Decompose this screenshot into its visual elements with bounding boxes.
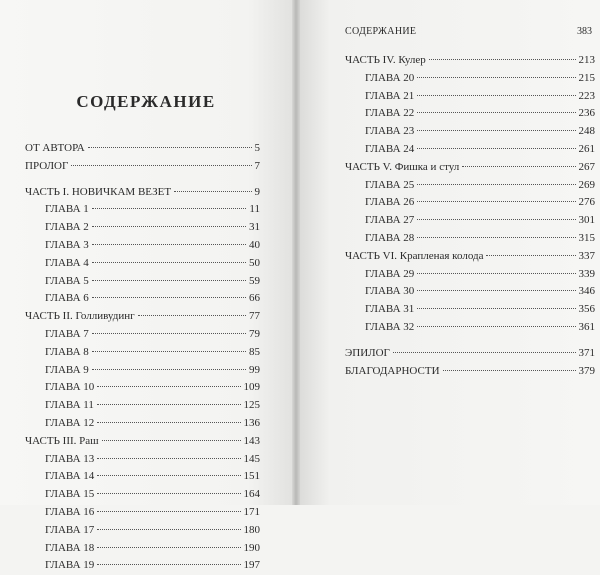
- toc-part-entry: [345, 248, 595, 266]
- toc-leader-dots: [92, 226, 246, 227]
- toc-entry-page: 236: [578, 107, 595, 120]
- toc-chapter-entry: [25, 362, 260, 380]
- toc-leader-dots: [138, 315, 246, 316]
- toc-entry-label: ГЛАВА 6: [45, 292, 89, 305]
- toc-entry-page: 79: [249, 327, 260, 340]
- toc-entry-label: ГЛАВА 17: [45, 523, 95, 536]
- toc-leader-dots: [97, 529, 240, 530]
- toc-entry-label: ГЛАВА 15: [45, 488, 95, 501]
- toc-leader-dots: [174, 191, 251, 192]
- toc-entry-page: 5: [254, 142, 260, 154]
- toc-chapter-entry: [345, 177, 595, 195]
- toc-leader-dots: [97, 511, 240, 512]
- toc-leader-dots: [92, 297, 246, 298]
- toc-entry-label: ОТ АВТОРА: [25, 142, 85, 154]
- toc-entry-page: 301: [578, 214, 595, 227]
- toc-entry-label: ГЛАВА 8: [45, 345, 89, 358]
- toc-entry-page: 125: [243, 399, 260, 412]
- toc-leader-dots: [429, 59, 576, 60]
- toc-leader-dots: [92, 351, 246, 352]
- toc-entry-page: 267: [578, 160, 595, 173]
- toc-chapter-entry: [25, 290, 260, 308]
- toc-chapter-entry: [25, 522, 260, 540]
- toc-entry-page: 99: [249, 363, 260, 376]
- toc-part-entry: [25, 308, 260, 326]
- toc-leader-dots: [92, 369, 246, 370]
- toc-entry-label: ГЛАВА 18: [45, 541, 95, 554]
- toc-leader-dots: [92, 262, 246, 263]
- toc-entry-page: 339: [578, 267, 595, 280]
- toc-entry-page: 379: [578, 364, 595, 377]
- toc-chapter-entry: [345, 194, 595, 212]
- toc-leader-dots: [97, 564, 240, 565]
- toc-entry-label: ГЛАВА 7: [45, 327, 89, 340]
- toc-leader-dots: [486, 255, 575, 256]
- toc-entry-page: 164: [243, 488, 260, 501]
- running-head: СОДЕРЖАНИЕ: [345, 26, 417, 37]
- toc-part-entry: [25, 433, 260, 451]
- toc-chapter-entry: [345, 123, 595, 141]
- toc-entry-page: 213: [578, 54, 595, 66]
- toc-entry-page: 356: [578, 303, 595, 316]
- toc-chapter-entry: [25, 273, 260, 291]
- toc-entry-label: ГЛАВА 31: [365, 303, 415, 316]
- toc-entry-label: БЛАГОДАРНОСТИ: [345, 364, 440, 377]
- toc-leader-dots: [97, 458, 240, 459]
- toc-chapter-entry: [345, 212, 595, 230]
- toc-part-entry: [345, 363, 595, 381]
- toc-entry-page: 269: [578, 178, 595, 191]
- toc-chapter-entry: [25, 397, 260, 415]
- toc-leader-dots: [88, 147, 252, 148]
- toc-leader-dots: [417, 273, 575, 274]
- toc-entry-label: ГЛАВА 13: [45, 452, 95, 465]
- toc-part-entry: [345, 345, 595, 363]
- toc-leader-dots: [97, 386, 240, 387]
- toc-entry-page: 215: [578, 71, 595, 84]
- toc-chapter-entry: [25, 504, 260, 522]
- toc-chapter-entry: [345, 266, 595, 284]
- toc-chapter-entry: [25, 540, 260, 558]
- toc-leader-dots: [417, 148, 575, 149]
- toc-chapter-entry: [25, 344, 260, 362]
- toc-entry-label: ЧАСТЬ III. Раш: [25, 434, 99, 447]
- toc-chapter-entry: [345, 283, 595, 301]
- toc-entry-label: ГЛАВА 5: [45, 274, 89, 287]
- toc-entry-label: ЧАСТЬ I. НОВИЧКАМ ВЕЗЕТ: [25, 185, 172, 198]
- book-gutter: [292, 0, 300, 505]
- toc-entry-page: 371: [578, 346, 595, 359]
- toc-chapter-entry: [345, 301, 595, 319]
- toc-entry-label: ГЛАВА 25: [365, 178, 415, 191]
- right-page: [300, 0, 600, 505]
- toc-entry-page: 77: [249, 310, 260, 323]
- toc-part-entry: [25, 140, 260, 158]
- toc-leader-dots: [102, 440, 241, 441]
- toc-leader-dots: [417, 184, 575, 185]
- toc-entry-label: ГЛАВА 32: [365, 320, 415, 333]
- toc-entry-label: ГЛАВА 20: [365, 71, 415, 84]
- toc-entry-label: ГЛАВА 10: [45, 381, 95, 394]
- toc-entry-label: ГЛАВА 1: [45, 203, 89, 216]
- toc-chapter-entry: [25, 557, 260, 575]
- toc-leader-dots: [417, 219, 575, 220]
- toc-entry-page: 315: [578, 231, 595, 244]
- toc-entry-label: ГЛАВА 27: [365, 214, 415, 227]
- toc-entry-label: ЭПИЛОГ: [345, 346, 390, 359]
- toc-chapter-entry: [25, 237, 260, 255]
- toc-entry-label: ГЛАВА 11: [45, 399, 94, 412]
- page-number: 383: [577, 26, 592, 37]
- toc-chapter-entry: [25, 379, 260, 397]
- toc-entry-label: ГЛАВА 23: [365, 125, 415, 138]
- toc-chapter-entry: [25, 468, 260, 486]
- toc-entry-page: 276: [578, 196, 595, 209]
- toc-leader-dots: [417, 201, 575, 202]
- toc-list-right: [345, 52, 595, 380]
- toc-entry-label: ГЛАВА 26: [365, 196, 415, 209]
- left-page: [0, 0, 292, 572]
- toc-chapter-entry: [345, 70, 595, 88]
- toc-entry-page: 50: [249, 256, 260, 269]
- toc-entry-page: 85: [249, 345, 260, 358]
- toc-entry-label: ГЛАВА 3: [45, 238, 89, 251]
- toc-leader-dots: [417, 290, 575, 291]
- toc-chapter-entry: [25, 219, 260, 237]
- toc-chapter-entry: [25, 415, 260, 433]
- toc-leader-dots: [97, 493, 240, 494]
- toc-entry-page: 180: [243, 523, 260, 536]
- toc-entry-page: 9: [254, 185, 260, 198]
- toc-entry-label: ГЛАВА 16: [45, 505, 95, 518]
- toc-leader-dots: [92, 208, 247, 209]
- toc-entry-page: 171: [243, 505, 260, 518]
- toc-leader-dots: [462, 166, 575, 167]
- toc-chapter-entry: [345, 88, 595, 106]
- toc-entry-page: 190: [243, 541, 260, 554]
- toc-entry-page: 248: [578, 125, 595, 138]
- toc-entry-page: 261: [578, 142, 595, 155]
- toc-chapter-entry: [25, 255, 260, 273]
- toc-leader-dots: [417, 77, 575, 78]
- toc-entry-page: 109: [243, 381, 260, 394]
- toc-entry-label: ГЛАВА 9: [45, 363, 89, 376]
- toc-entry-label: ГЛАВА 4: [45, 256, 89, 269]
- toc-entry-page: 223: [578, 89, 595, 102]
- toc-entry-label: ГЛАВА 24: [365, 142, 415, 155]
- toc-leader-dots: [92, 280, 246, 281]
- toc-entry-page: 151: [243, 470, 260, 483]
- toc-leader-dots: [393, 352, 576, 353]
- toc-entry-page: 11: [249, 203, 260, 216]
- toc-entry-page: 143: [243, 434, 260, 447]
- toc-entry-page: 197: [243, 559, 260, 572]
- toc-leader-dots: [92, 333, 246, 334]
- toc-chapter-entry: [25, 326, 260, 344]
- toc-entry-label: ГЛАВА 2: [45, 221, 89, 234]
- toc-leader-dots: [443, 370, 576, 371]
- toc-title: СОДЕРЖАНИЕ: [76, 92, 216, 111]
- toc-leader-dots: [97, 404, 241, 405]
- toc-part-entry: [25, 184, 260, 202]
- toc-chapter-entry: [345, 105, 595, 123]
- toc-entry-label: ГЛАВА 30: [365, 285, 415, 298]
- toc-entry-page: 7: [254, 159, 260, 172]
- toc-entry-page: 66: [249, 292, 260, 305]
- toc-leader-dots: [97, 475, 240, 476]
- toc-part-entry: [25, 158, 260, 176]
- toc-entry-label: ГЛАВА 21: [365, 89, 415, 102]
- toc-leader-dots: [417, 326, 575, 327]
- toc-leader-dots: [417, 237, 575, 238]
- toc-entry-label: ГЛАВА 22: [365, 107, 415, 120]
- toc-entry-page: 337: [578, 249, 595, 262]
- toc-leader-dots: [92, 244, 246, 245]
- toc-part-entry: [345, 52, 595, 70]
- toc-part-entry: [345, 159, 595, 177]
- toc-chapter-entry: [345, 319, 595, 337]
- toc-chapter-entry: [345, 230, 595, 248]
- toc-list-left: [25, 140, 260, 575]
- toc-chapter-entry: [345, 141, 595, 159]
- toc-entry-label: ГЛАВА 28: [365, 231, 415, 244]
- toc-chapter-entry: [25, 201, 260, 219]
- toc-entry-page: 59: [249, 274, 260, 287]
- toc-leader-dots: [97, 547, 240, 548]
- toc-chapter-entry: [25, 486, 260, 504]
- toc-leader-dots: [97, 422, 240, 423]
- toc-leader-dots: [417, 112, 575, 113]
- toc-chapter-entry: [25, 451, 260, 469]
- toc-entry-label: ГЛАВА 12: [45, 416, 95, 429]
- toc-entry-page: 145: [243, 452, 260, 465]
- toc-entry-page: 31: [249, 221, 260, 234]
- toc-entry-label: ГЛАВА 29: [365, 267, 415, 280]
- toc-entry-label: ЧАСТЬ II. Голливудинг: [25, 310, 135, 323]
- toc-entry-label: ПРОЛОГ: [25, 159, 69, 172]
- toc-entry-page: 361: [578, 320, 595, 333]
- toc-entry-label: ГЛАВА 19: [45, 559, 95, 572]
- toc-entry-label: ГЛАВА 14: [45, 470, 95, 483]
- toc-leader-dots: [71, 165, 251, 166]
- toc-entry-label: ЧАСТЬ IV. Кулер: [345, 54, 426, 66]
- toc-leader-dots: [417, 308, 575, 309]
- toc-entry-page: 136: [243, 416, 260, 429]
- toc-leader-dots: [417, 130, 575, 131]
- toc-leader-dots: [417, 95, 575, 96]
- toc-entry-label: ЧАСТЬ VI. Крапленая колода: [345, 249, 484, 262]
- toc-entry-page: 40: [249, 238, 260, 251]
- toc-entry-label: ЧАСТЬ V. Фишка и стул: [345, 160, 460, 173]
- toc-entry-page: 346: [578, 285, 595, 298]
